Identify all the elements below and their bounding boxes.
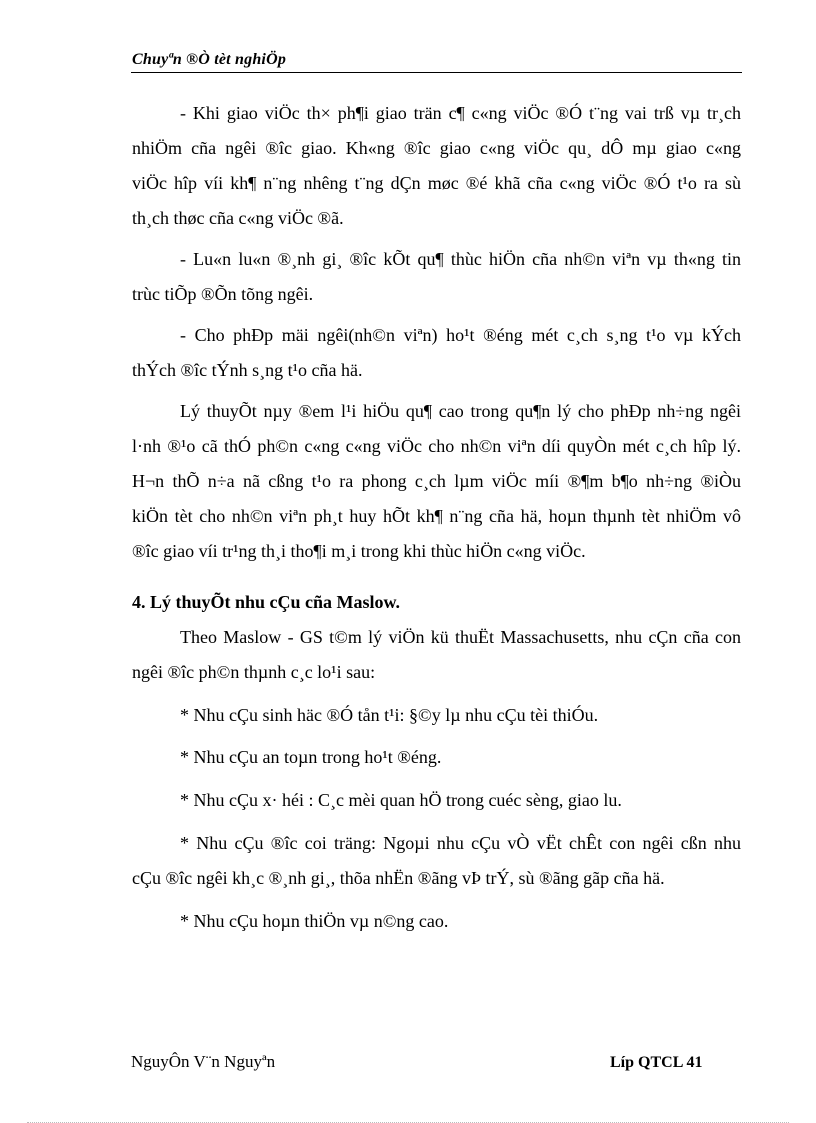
paragraph-line: l·nh ®¹o cã thÓ ph©n c«ng c«ng viÖc cho nh©n viªn díi quyÒn mét c¸ch hîp lý. [132,436,741,456]
list-item: * Nhu cÇu hoµn thiÖn vµ n©ng cao. [180,911,449,931]
header-rule [131,72,742,73]
paragraph-line: Lý thuyÕt nµy ®em l¹i hiÖu qu¶ cao trong qu¶n lý cho phÐp nh÷ng ngêi [180,401,741,421]
paragraph-line: kiÖn tèt cho nh©n viªn ph¸t huy hÕt kh¶ n¨ng cña hä, hoµn thµnh tèt nhiÖm vô [132,506,741,526]
paragraph-line: nhiÖm cña ngêi ®îc giao. Kh«ng ®îc giao c«ng viÖc qu¸ dÔ mµ giao c«ng [132,138,741,158]
paragraph-line: - Khi giao viÖc th× ph¶i giao trän c¶ c«ng viÖc ®Ó t¨ng vai trß vµ tr¸ch [180,103,741,123]
list-item: * Nhu cÇu x· héi : C¸c mèi quan hÖ trong cuéc sèng, giao lu. [180,790,622,810]
section-heading: 4. Lý thuyÕt nhu cÇu cña Maslow. [132,592,401,612]
paragraph-line: - Lu«n lu«n ®¸nh gi¸ ®îc kÕt qu¶ thùc hiÖn cña nh©n viªn vµ th«ng tin [180,249,741,269]
footer-class: Líp QTCL 41 [610,1054,703,1071]
paragraph-line: thÝch ®îc tÝnh s¸ng t¹o cña hä. [132,360,363,380]
list-item: * Nhu cÇu sinh häc ®Ó tån t¹i: §©y lµ nhu cÇu tèi thiÓu. [180,705,599,725]
paragraph-line: th¸ch thøc cña c«ng viÖc ®ã. [132,208,344,228]
paragraph-line: H¬n thÕ n÷a nã cßng t¹o ra phong c¸ch lµm viÖc míi ®¶m b¶o nh÷ng ®iÒu [132,471,741,491]
list-item: * Nhu cÇu ®îc coi träng: Ngoµi nhu cÇu vÒ vËt chÊt con ngêi cßn nhu [180,833,741,853]
paragraph-line: Theo Maslow - GS t©m lý viÖn kü thuËt Massachusetts, nhu cÇn cña con [180,627,741,647]
paragraph-line: ®îc giao víi tr¹ng th¸i tho¶i m¸i trong khi thùc hiÖn c«ng viÖc. [132,541,586,561]
paragraph-line: cÇu ®îc ngêi kh¸c ®¸nh gi¸, thõa nhËn ®ãng vÞ trÝ, sù ®ãng gãp cña hä. [132,868,665,888]
list-item: * Nhu cÇu an toµn trong ho¹t ®éng. [180,747,442,767]
paragraph-line: - Cho phÐp mäi ngêi(nh©n viªn) ho¹t ®éng mét c¸ch s¸ng t¹o vµ kÝch [180,325,741,345]
paragraph-line: viÖc hîp víi kh¶ n¨ng nhêng t¨ng dÇn møc ®é khã cña c«ng viÖc ®Ó t¹o ra sù [132,173,741,193]
footer-author: NguyÔn V¨n Nguyªn [131,1052,276,1071]
paragraph-line: trùc tiÕp ®Õn tõng ngêi. [132,284,314,304]
running-header: Chuyªn ®Ò tèt nghiÖp [132,51,287,68]
paragraph-line: ngêi ®îc ph©n thµnh c¸c lo¹i sau: [132,662,376,682]
